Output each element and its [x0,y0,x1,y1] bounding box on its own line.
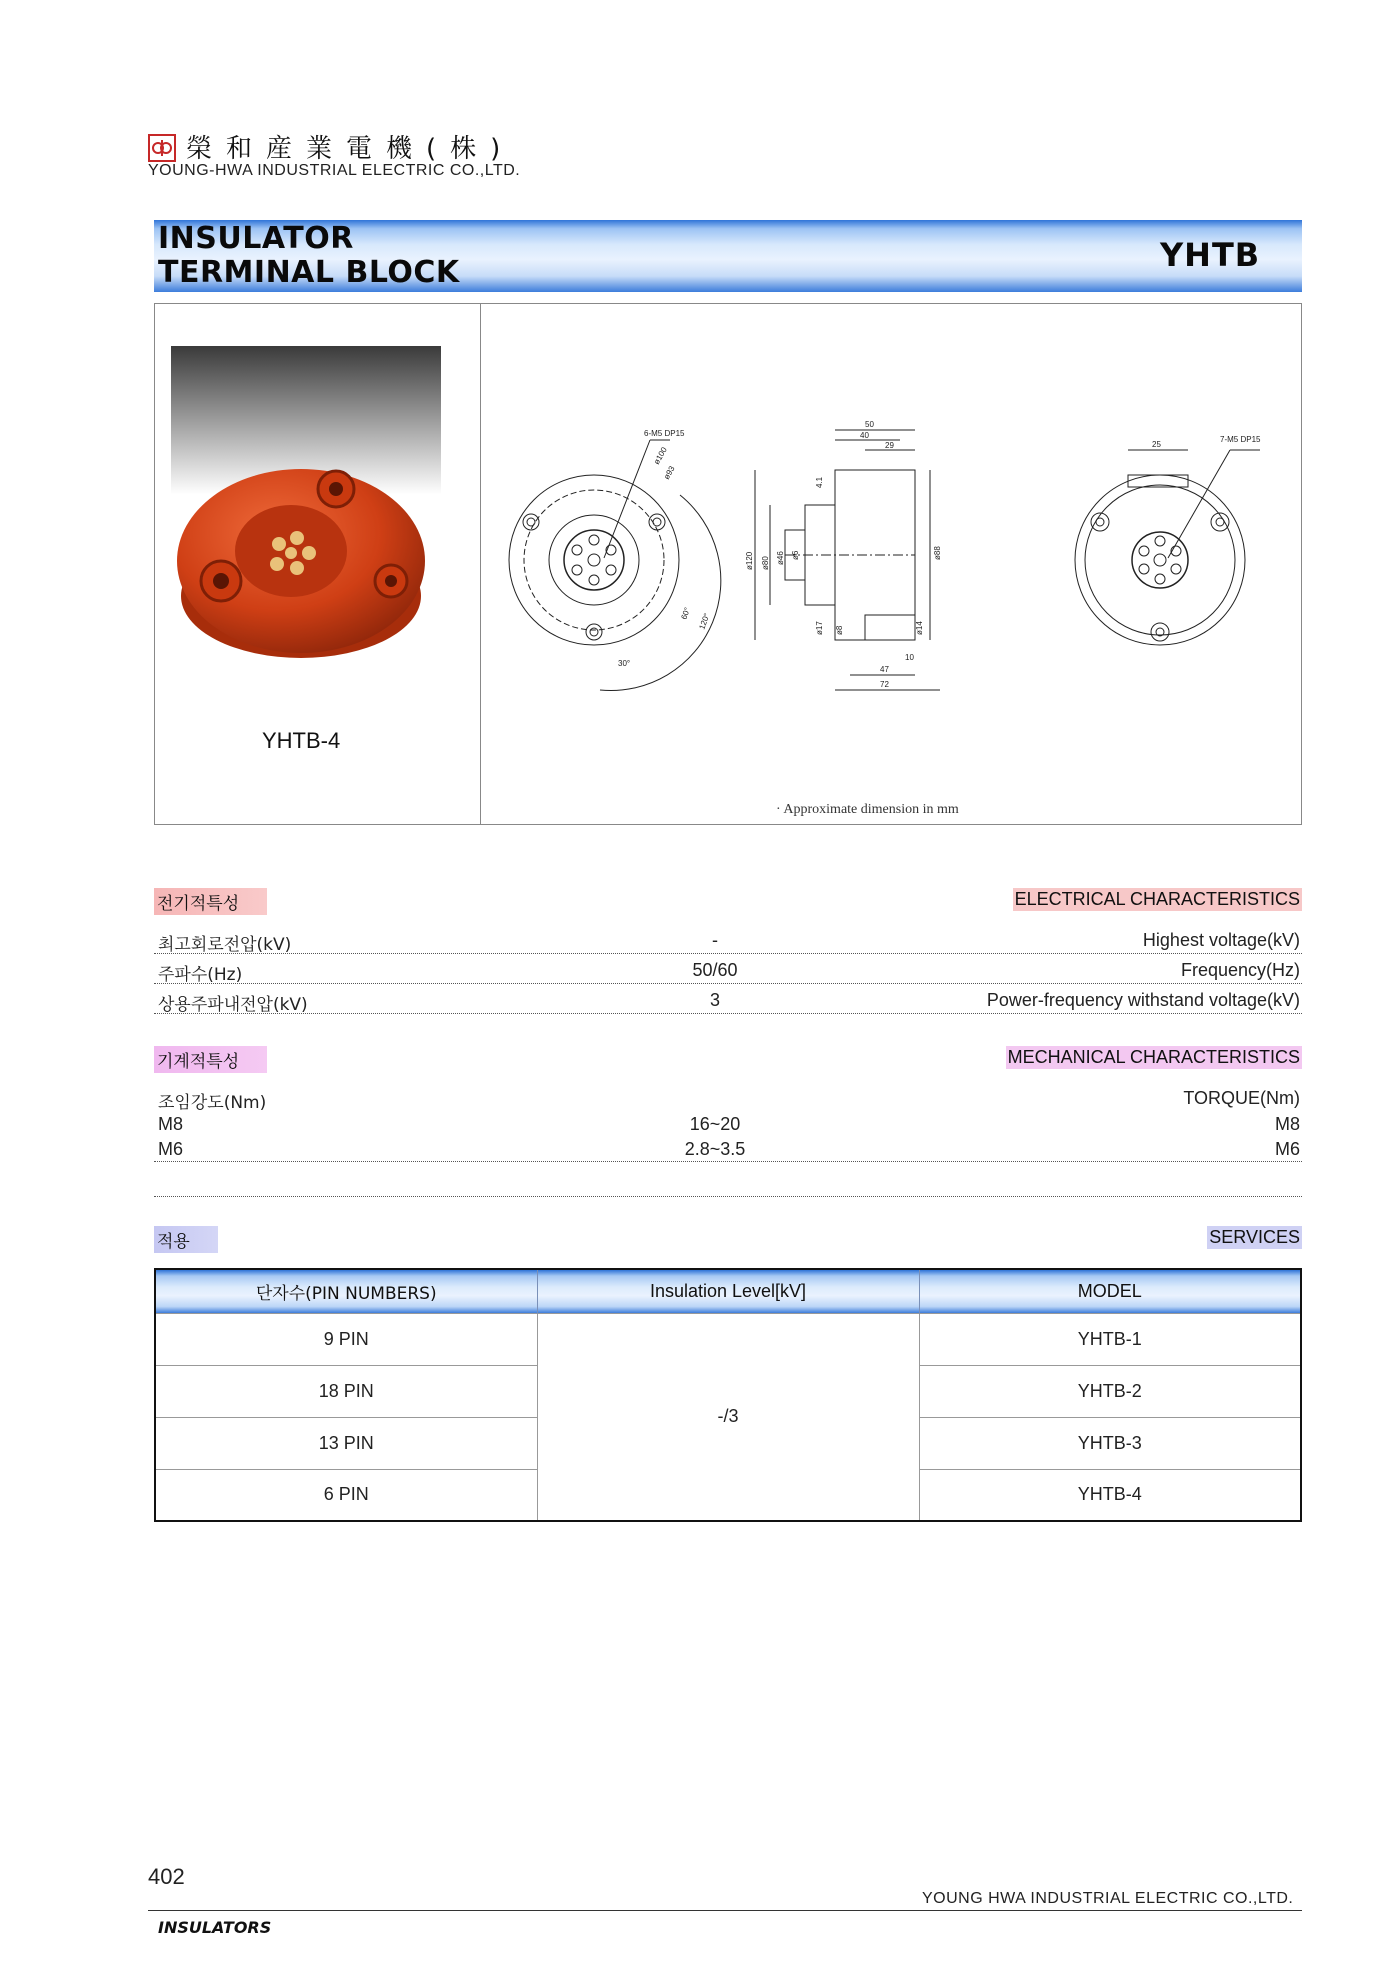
front-view [509,440,721,691]
photo-caption: YHTB-4 [262,728,341,753]
table-header-row [155,1269,1301,1313]
services-label-kr: 적용 [154,1226,218,1253]
dim-a120: 120° [697,612,712,631]
dim-back-25: 25 [1152,440,1161,449]
electrical-row-kr: 주파수(Hz) [158,965,243,985]
table-row [155,1313,1301,1365]
torque-row-left: M6 [158,1139,184,1159]
torque-header-kr: 조임강도(Nm) [158,1093,267,1113]
back-view [1075,450,1260,645]
row-divider [154,983,1302,984]
title-line-1: INSULATOR [158,221,354,256]
dim-w72: 72 [880,680,889,689]
page-number: 402 [148,1864,185,1889]
torque-row-value: 2.8~3.5 [684,1139,746,1159]
dim-d120: ø120 [745,551,754,570]
dim-d8: ø8 [835,625,844,635]
electrical-row-en: Frequency(Hz) [1180,960,1300,980]
dim-a30: 30° [618,659,631,668]
services-label-en: SERVICES [1209,1227,1300,1247]
dim-d80: ø80 [761,556,770,570]
dim-w47: 47 [880,665,889,674]
dim-back-holes: 7-M5 DP15 [1220,435,1261,444]
dim-d6: ø6 [791,550,800,560]
column-header-model: MODEL [919,1269,1301,1313]
pins-cell: 18 PIN [155,1365,537,1417]
company-logo [148,134,176,162]
row-divider [154,1013,1302,1014]
mechanical-label-kr: 기계적특성 [154,1046,267,1073]
logo-mark-icon [151,137,173,159]
row-divider [154,1161,1302,1162]
torque-row-right: M8 [1274,1114,1300,1134]
footer-divider [148,1910,1302,1911]
model-cell: YHTB-3 [919,1417,1301,1469]
electrical-row-en: Highest voltage(kV) [1142,930,1300,950]
dimension-note: · Approximate dimension in mm [776,802,959,817]
model-cell: YHTB-2 [919,1365,1301,1417]
model-cell: YHTB-4 [919,1469,1301,1521]
torque-row-right: M6 [1274,1139,1300,1159]
torque-row-left: M8 [158,1114,184,1134]
dim-d14: ø14 [915,621,924,635]
pins-cell: 9 PIN [155,1313,537,1365]
dim-d46: ø46 [776,551,785,565]
electrical-row-value: - [712,930,718,950]
dim-a60: 60° [679,606,693,621]
footer-section-label: INSULATORS [158,1918,272,1937]
electrical-label-kr: 전기적특성 [154,888,267,915]
insulation-level-cell: -/3 [537,1313,919,1521]
dim-front-holes: 6-M5 DP15 [644,429,685,438]
dim-w40: 40 [860,431,869,440]
dim-h41: 4.1 [815,476,824,488]
model-cell: YHTB-1 [919,1313,1301,1365]
dimension-drawing [500,410,1280,710]
row-divider [154,1196,1302,1197]
pins-cell: 6 PIN [155,1469,537,1521]
title-line-2: TERMINAL BLOCK [158,255,460,290]
column-header-insulation: Insulation Level[kV] [537,1269,919,1313]
electrical-row-kr: 최고회로전압(kV) [158,935,292,955]
page-title [158,222,460,290]
pins-cell: 13 PIN [155,1417,537,1469]
figure-divider [480,303,481,825]
mechanical-label-en: MECHANICAL CHARACTERISTICS [1007,1047,1300,1067]
company-name-cjk: 榮和産業電機(株) [186,134,515,164]
dim-d93: ø93 [661,464,677,481]
services-table [154,1268,1302,1522]
dim-w50: 50 [865,420,874,429]
dim-d17: ø17 [815,621,824,635]
torque-header-en: TORQUE(Nm) [1183,1088,1300,1108]
dim-d100: ø100 [651,445,669,466]
row-divider [154,953,1302,954]
electrical-label-en: ELECTRICAL CHARACTERISTICS [1014,889,1300,909]
torque-row-value: 16~20 [689,1114,741,1134]
electrical-row-kr: 상용주파내전압(kV) [158,995,308,1015]
electrical-row-value: 50/60 [692,960,738,980]
column-header-pins: 단자수(PIN NUMBERS) [155,1269,537,1313]
product-code: YHTB [1160,236,1261,274]
electrical-row-value: 3 [709,990,720,1010]
electrical-row-en: Power-frequency withstand voltage(kV) [986,990,1300,1010]
dim-d88: ø88 [933,546,942,560]
dim-w29: 29 [885,441,894,450]
dim-w10: 10 [905,653,914,662]
footer-company: YOUNG HWA INDUSTRIAL ELECTRIC CO.,LTD. [922,1890,1294,1907]
product-photo [171,346,441,676]
company-name-en: YOUNG-HWA INDUSTRIAL ELECTRIC CO.,LTD. [148,162,521,179]
